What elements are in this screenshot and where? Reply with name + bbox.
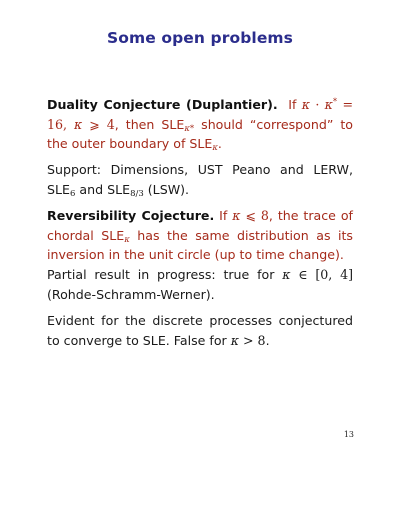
reversibility-conjecture — [47, 206, 353, 265]
slide-title: Some open problems — [106, 29, 294, 47]
duality-heading: Duality Conjecture (Duplantier). — [47, 97, 278, 112]
reversibility-heading: Reversibility Cojecture. — [47, 208, 215, 223]
partial-result-paragraph: Partial result in progress: true for κ ∈ [0, 4] (Rohde-Schramm-Werner). — [47, 267, 353, 302]
evident-paragraph: Evident for the discrete processes conjectured to converge to SLE. False for κ > 8. — [47, 313, 353, 348]
duality-body: If κ · κ* = 16, κ ⩾ 4, then $SLE_{\kappa*}$ should “correspond” to the outer boundary of $SLE_\kappa$. — [47, 97, 354, 153]
reversibility-body: If κ ⩽ 8, the trace of chordal $SLE_\kappa$ has the same distribution as its inversion in the unit circle (up to time change). — [47, 208, 353, 262]
page-number: 13 — [343, 430, 354, 439]
support-paragraph: Support: Dimensions, UST Peano and LERW, $SLE_6$ and $SLE_{8/3}$ (LSW). — [47, 162, 353, 199]
duality-conjecture — [47, 95, 353, 154]
